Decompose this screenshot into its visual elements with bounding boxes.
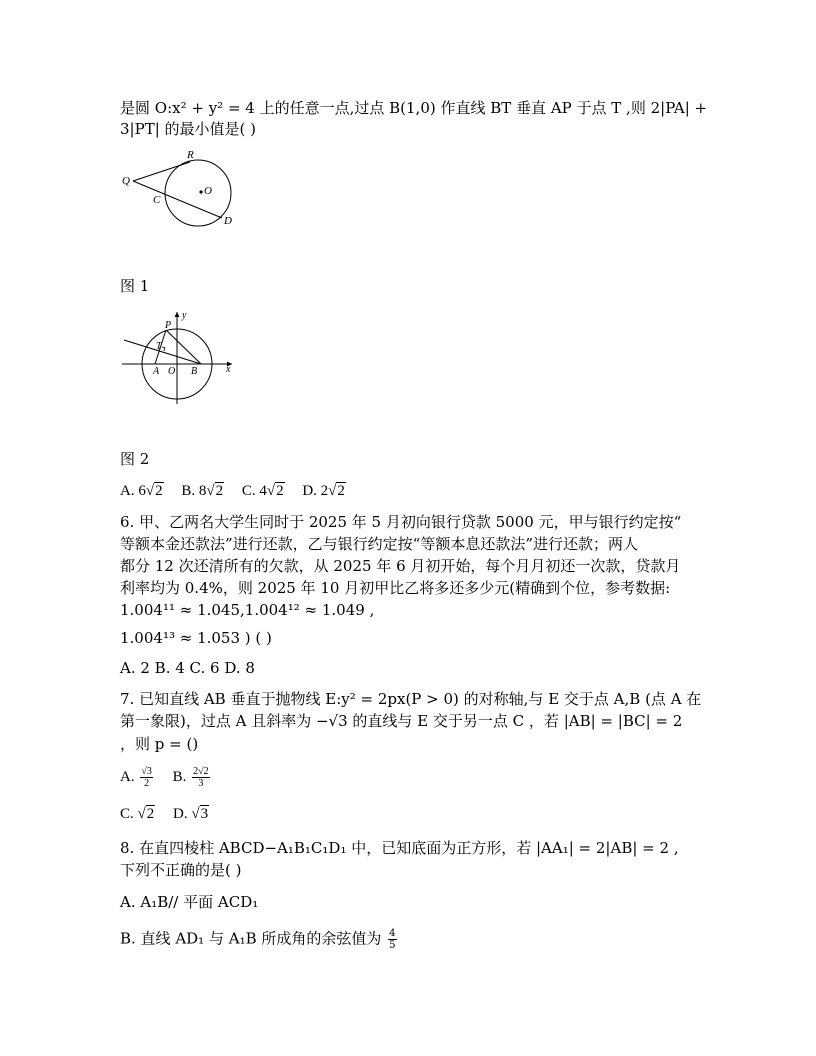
q7-option-a: A. $\frac{√3}{2}$	[120, 766, 152, 789]
q5-option-a: A. 6√2	[120, 483, 163, 499]
q8-option-b: B. 直线 AD₁ 与 A₁B 所成角的余弦值为 $\frac{4}{5}$	[120, 928, 396, 951]
q6-line-3: 都分 12 次还清所有的欠款，从 2025 年 6 月初开始，每个月月初还一次款，贷款月	[120, 557, 681, 575]
label-o: O	[168, 366, 176, 377]
q6-line-6: 1.004¹³ ≈ 1.053 ) ( )	[120, 629, 272, 647]
label-p: P	[165, 320, 172, 331]
figure-2-caption: 图 2	[120, 450, 150, 468]
q5-option-b: B. 8√2	[181, 483, 224, 499]
q5-options	[120, 481, 360, 501]
q6-options: A. 2 B. 4 C. 6 D. 8	[120, 659, 255, 677]
q8-line-1: 8. 在直四棱柱 ABCD−A₁B₁C₁D₁ 中，已知底面为正方形，若 |AA₁| = 2|AB| = 2 ,	[120, 839, 679, 857]
q6-line-5: 1.004¹¹ ≈ 1.045,1.004¹² ≈ 1.049 ,	[120, 601, 375, 619]
q7-options-cd	[120, 804, 223, 824]
q5-option-c: C. 4√2	[241, 483, 284, 499]
q5-line-2: 3|PT| 的最小值是( )	[120, 120, 256, 138]
q6-line-4: 利率均为 0.4%，则 2025 年 10 月初甲比乙将多还多少元(精确到个位，参考数据:	[120, 579, 671, 597]
q5-option-d: D. 2√2	[302, 483, 345, 499]
label-a: A	[153, 366, 160, 377]
label-c: C	[153, 194, 161, 206]
q6-line-2: 等额本金还款法”进行还款，乙与银行约定按“等额本息还款法”进行还款；两人	[120, 535, 639, 553]
q5-line-1: 是圆 O:x² + y² = 4 上的任意一点,过点 B(1,0) 作直线 BT 垂直 AP 于点 T ,则 2|PA| +	[120, 99, 708, 117]
line-bt	[124, 340, 201, 364]
q7-option-b: B. $\frac{2√2}{3}$	[172, 766, 209, 789]
label-b: B	[191, 366, 198, 377]
q7-option-c: C. √2	[120, 806, 155, 822]
label-q: Q	[122, 175, 130, 187]
q6-line-1: 6. 甲、乙两名大学生同时于 2025 年 5 月初向银行贷款 5000 元，甲与银行约定按“	[120, 513, 682, 531]
q7-option-d: D. √3	[173, 806, 209, 822]
center-point-o	[199, 190, 202, 193]
q7-line-3: ，则 p = ()	[120, 735, 199, 753]
q7-options-ab	[120, 766, 226, 789]
q8-option-a: A. A₁B// 平面 ACD₁	[120, 893, 259, 911]
label-t: T	[156, 341, 162, 352]
tangent-line-qr	[133, 162, 190, 181]
figure-1-caption: 图 1	[120, 277, 150, 295]
figure-2-coordinate-diagram	[118, 306, 238, 406]
q8-line-2: 下列不正确的是( )	[120, 861, 242, 879]
label-x: x	[226, 364, 231, 375]
label-d: D	[224, 215, 232, 227]
label-o: O	[204, 185, 212, 197]
label-y: y	[182, 310, 187, 321]
label-r: R	[187, 149, 194, 161]
figure-1-circle-diagram	[118, 148, 248, 238]
q7-line-1: 7. 已知直线 AB 垂直于抛物线 E:y² = 2px(P > 0) 的对称轴,与 E 交于点 A,B (点 A 在	[120, 690, 702, 708]
q7-line-2: 第一象限)，过点 A 且斜率为 −√3 的直线与 E 交于另一点 C ，若 |AB| = |BC| = 2	[120, 712, 683, 730]
